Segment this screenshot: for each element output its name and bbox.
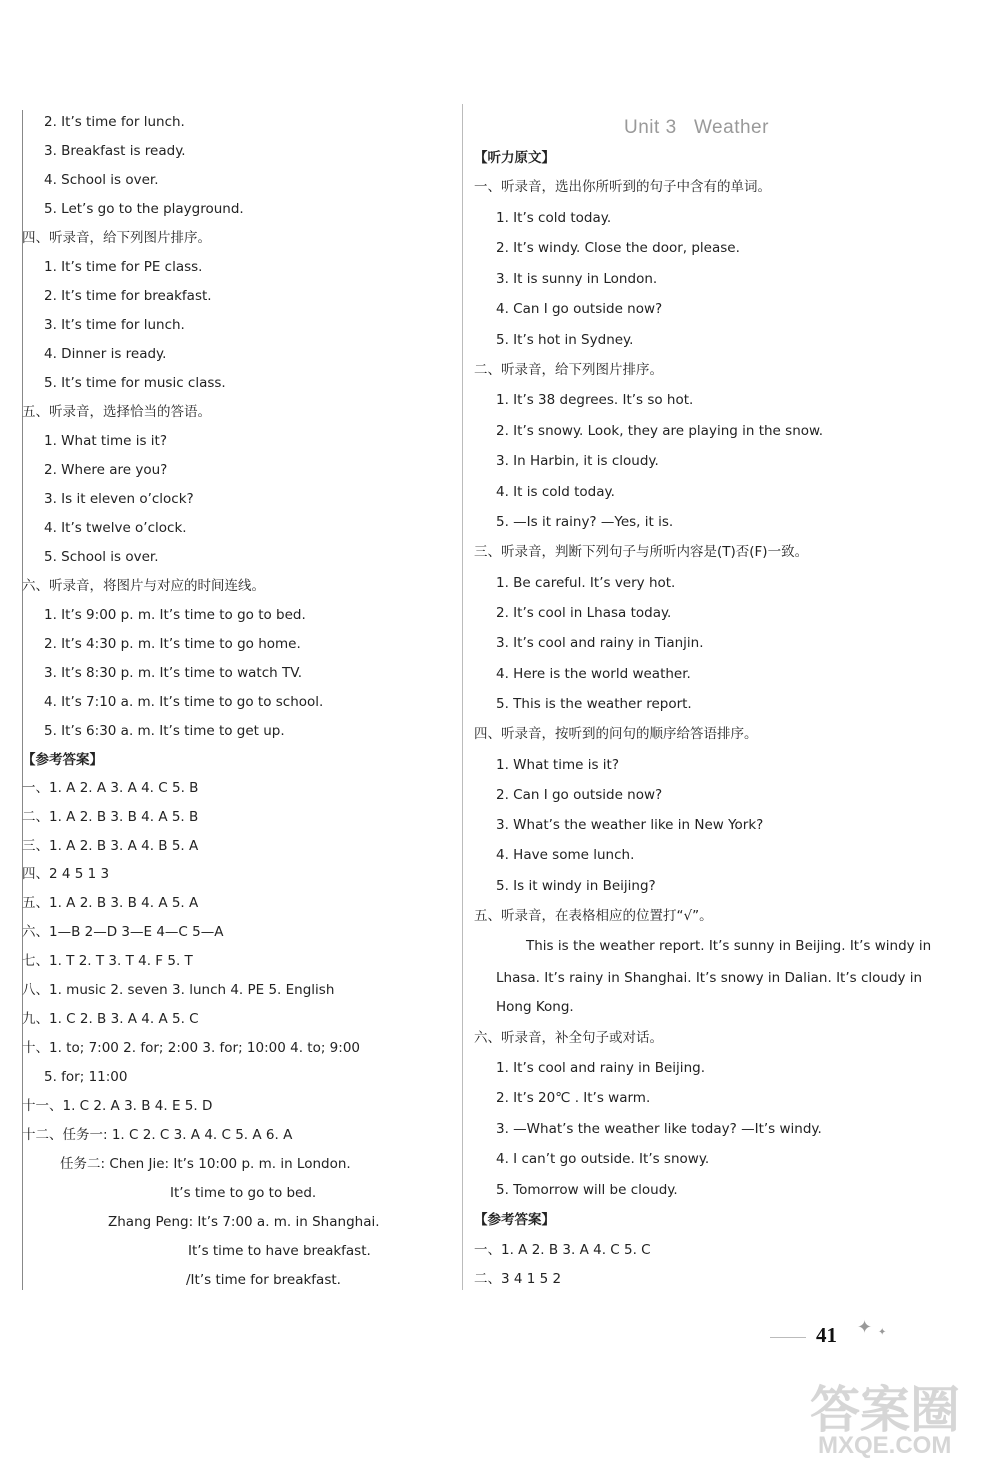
left-text-line: 4. It’s 7:10 a. m. It’s time to go to school. bbox=[44, 694, 324, 710]
right-text-line: 五、听录音，在表格相应的位置打“√”。 bbox=[474, 908, 713, 924]
watermark-logo: 答案圈 bbox=[810, 1381, 960, 1439]
right-text-line: 2. It’s windy. Close the door, please. bbox=[496, 240, 740, 256]
left-text-line: 3. It’s time for lunch. bbox=[44, 317, 185, 333]
left-text-line: 一、1. A 2. A 3. A 4. C 5. B bbox=[22, 780, 199, 796]
sparkle-icon: ✦ bbox=[857, 1317, 873, 1338]
right-text-line: 3. It’s cool and rainy in Tianjin. bbox=[496, 635, 704, 651]
right-text-line: 六、听录音，补全句子或对话。 bbox=[474, 1030, 663, 1046]
left-text-line: 七、1. T 2. T 3. T 4. F 5. T bbox=[22, 953, 193, 969]
right-text-line: 4. Here is the world weather. bbox=[496, 666, 691, 682]
left-text-line: 5. Let’s go to the playground. bbox=[44, 201, 244, 217]
left-text-line: 八、1. music 2. seven 3. lunch 4. PE 5. English bbox=[22, 982, 335, 998]
left-text-line: 3. It’s 8:30 p. m. It’s time to watch TV. bbox=[44, 665, 302, 681]
left-text-line: 六、听录音，将图片与对应的时间连线。 bbox=[22, 578, 265, 594]
left-text-line: Zhang Peng: It’s 7:00 a. m. in Shanghai. bbox=[108, 1214, 380, 1230]
left-text-line: 二、1. A 2. B 3. B 4. A 5. B bbox=[22, 809, 199, 825]
small-sparkle-icon: ✦ bbox=[878, 1327, 887, 1338]
left-text-line: 5. School is over. bbox=[44, 549, 159, 565]
right-text-line: 5. —Is it rainy? —Yes, it is. bbox=[496, 514, 674, 530]
left-text-line: 【参考答案】 bbox=[22, 752, 103, 768]
left-text-line: 十、1. to; 7:00 2. for; 2:00 3. for; 10:00 4. to; 9:00 bbox=[22, 1040, 361, 1056]
left-text-line: 3. Is it eleven o’clock? bbox=[44, 491, 194, 507]
right-text-line: 二、3 4 1 5 2 bbox=[474, 1271, 562, 1287]
right-text-line: 四、听录音，按听到的问句的顺序给答语排序。 bbox=[474, 726, 758, 742]
left-text-line: 5. It’s 6:30 a. m. It’s time to get up. bbox=[44, 723, 285, 739]
left-text-line: 3. Breakfast is ready. bbox=[44, 143, 186, 159]
right-text-line: 1. It’s cool and rainy in Beijing. bbox=[496, 1060, 705, 1076]
left-text-line: 九、1. C 2. B 3. A 4. A 5. C bbox=[22, 1011, 199, 1027]
right-text-line: 3. In Harbin, it is cloudy. bbox=[496, 453, 659, 469]
left-text-line: 四、2 4 5 1 3 bbox=[22, 866, 110, 882]
left-text-line: 1. It’s time for PE class. bbox=[44, 259, 203, 275]
right-text-line: 1. Be careful. It’s very hot. bbox=[496, 575, 676, 591]
right-text-line: 5. Tomorrow will be cloudy. bbox=[496, 1182, 678, 1198]
right-text-line: 3. It is sunny in London. bbox=[496, 271, 658, 287]
left-text-line: It’s time to go to bed. bbox=[170, 1185, 317, 1201]
left-text-line: It’s time to have breakfast. bbox=[188, 1243, 371, 1259]
right-text-line: 4. Have some lunch. bbox=[496, 847, 635, 863]
left-text-line: 1. What time is it? bbox=[44, 433, 168, 449]
right-text-line: 5. This is the weather report. bbox=[496, 696, 692, 712]
left-text-line: 十二、任务一: 1. C 2. C 3. A 4. C 5. A 6. A bbox=[22, 1127, 293, 1143]
left-text-line: 1. It’s 9:00 p. m. It’s time to go to bed. bbox=[44, 607, 306, 623]
right-text-line: Hong Kong. bbox=[496, 999, 574, 1015]
right-text-line: 三、听录音，判断下列句子与所听内容是(T)否(F)一致。 bbox=[474, 544, 809, 560]
right-text-line: 2. It’s 20℃ . It’s warm. bbox=[496, 1090, 651, 1106]
left-text-line: 三、1. A 2. B 3. A 4. B 5. A bbox=[22, 838, 199, 854]
right-text-line: 4. It is cold today. bbox=[496, 484, 615, 500]
right-text-line: 3. —What’s the weather like today? —It’s windy. bbox=[496, 1121, 822, 1137]
left-text-line: 2. Where are you? bbox=[44, 462, 168, 478]
watermark-site: MXQE.COM bbox=[818, 1432, 952, 1459]
left-text-line: 任务二: Chen Jie: It’s 10:00 p. m. in London. bbox=[60, 1156, 351, 1172]
right-text-line: 5. Is it windy in Beijing? bbox=[496, 878, 656, 894]
left-text-line: 六、1—B 2—D 3—E 4—C 5—A bbox=[22, 924, 224, 940]
left-text-line: 2. It’s time for breakfast. bbox=[44, 288, 212, 304]
right-text-line: 【参考答案】 bbox=[474, 1212, 555, 1228]
right-text-line: 2. It’s snowy. Look, they are playing in the snow. bbox=[496, 423, 824, 439]
right-text-line: 一、1. A 2. B 3. A 4. C 5. C bbox=[474, 1242, 651, 1258]
right-text-line: 5. It’s hot in Sydney. bbox=[496, 332, 634, 348]
left-text-line: 十一、1. C 2. A 3. B 4. E 5. D bbox=[22, 1098, 213, 1114]
left-text-line: 4. Dinner is ready. bbox=[44, 346, 167, 362]
right-text-line: 2. Can I go outside now? bbox=[496, 787, 663, 803]
left-text-line: 2. It’s time for lunch. bbox=[44, 114, 185, 130]
left-text-line: 2. It’s 4:30 p. m. It’s time to go home. bbox=[44, 636, 301, 652]
right-text-line: 【听力原文】 bbox=[474, 150, 555, 166]
page-number: 41 bbox=[816, 1323, 837, 1347]
right-text-line: 二、听录音，给下列图片排序。 bbox=[474, 362, 663, 378]
left-text-line: 5. It’s time for music class. bbox=[44, 375, 226, 391]
right-text-line: 2. It’s cool in Lhasa today. bbox=[496, 605, 672, 621]
right-text-line: 1. It’s 38 degrees. It’s so hot. bbox=[496, 392, 694, 408]
right-text-line: 一、听录音，选出你所听到的句子中含有的单词。 bbox=[474, 179, 771, 195]
right-text-line: This is the weather report. It’s sunny in Beijing. It’s windy in bbox=[526, 938, 932, 954]
left-text-line: 4. School is over. bbox=[44, 172, 159, 188]
left-text-line: 四、听录音，给下列图片排序。 bbox=[22, 230, 211, 246]
left-text-line: 5. for; 11:00 bbox=[44, 1069, 128, 1085]
left-text-line: /It’s time for breakfast. bbox=[186, 1272, 341, 1288]
left-text-line: 五、听录音，选择恰当的答语。 bbox=[22, 404, 211, 420]
left-text-line: 4. It’s twelve o’clock. bbox=[44, 520, 187, 536]
left-text-line: 五、1. A 2. B 3. B 4. A 5. A bbox=[22, 895, 199, 911]
right-text-line: 3. What’s the weather like in New York? bbox=[496, 817, 764, 833]
right-text-line: Lhasa. It’s rainy in Shanghai. It’s snowy in Dalian. It’s cloudy in bbox=[496, 970, 923, 986]
right-text-line: 1. What time is it? bbox=[496, 757, 620, 773]
unit-title: Unit 3 Weather bbox=[624, 117, 769, 138]
right-text-line: 4. I can’t go outside. It’s snowy. bbox=[496, 1151, 710, 1167]
page-number-rule bbox=[770, 1337, 806, 1338]
right-text-line: 1. It’s cold today. bbox=[496, 210, 612, 226]
right-text-line: 4. Can I go outside now? bbox=[496, 301, 663, 317]
